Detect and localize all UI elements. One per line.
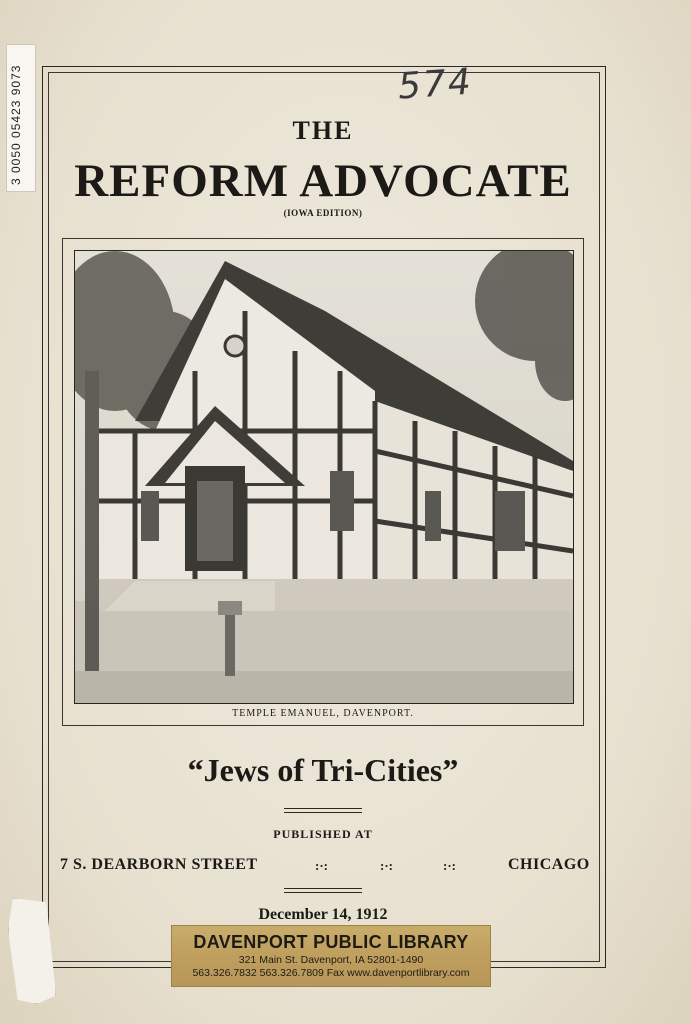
library-sticker — [171, 925, 491, 987]
edition-label: (IOWA EDITION) — [283, 208, 363, 218]
ornament-separator: :·: — [443, 858, 456, 873]
barcode-number: 3 0050 05423 9073 — [9, 64, 23, 185]
divider-rule — [284, 888, 362, 889]
masthead-title: REFORM ADVOCATE — [74, 155, 572, 207]
issue-date: December 14, 1912 — [258, 906, 388, 923]
handwritten-note: 574 — [396, 61, 475, 108]
ornament-separator: :·: — [315, 858, 328, 873]
library-address: 321 Main St. Davenport, IA 52801-1490 — [238, 954, 424, 966]
photo-caption: TEMPLE EMANUEL, DAVENPORT. — [232, 708, 414, 719]
library-name: DAVENPORT PUBLIC LIBRARY — [193, 932, 469, 952]
divider-rule — [284, 892, 362, 893]
temple-illustration — [75, 251, 573, 703]
ornament-separator: :·: — [380, 858, 393, 873]
headline: “Jews of Tri-Cities” — [187, 752, 459, 788]
masthead-the: THE — [292, 116, 354, 145]
published-at-label: PUBLISHED AT — [273, 827, 373, 841]
divider-rule — [284, 812, 362, 813]
city: CHICAGO — [508, 856, 590, 873]
library-contact: 563.326.7832 563.326.7809 Fax www.davenportlibrary.com — [192, 967, 470, 979]
divider-rule — [284, 808, 362, 809]
temple-photo — [74, 250, 574, 704]
street-address: 7 S. DEARBORN STREET — [60, 856, 258, 873]
